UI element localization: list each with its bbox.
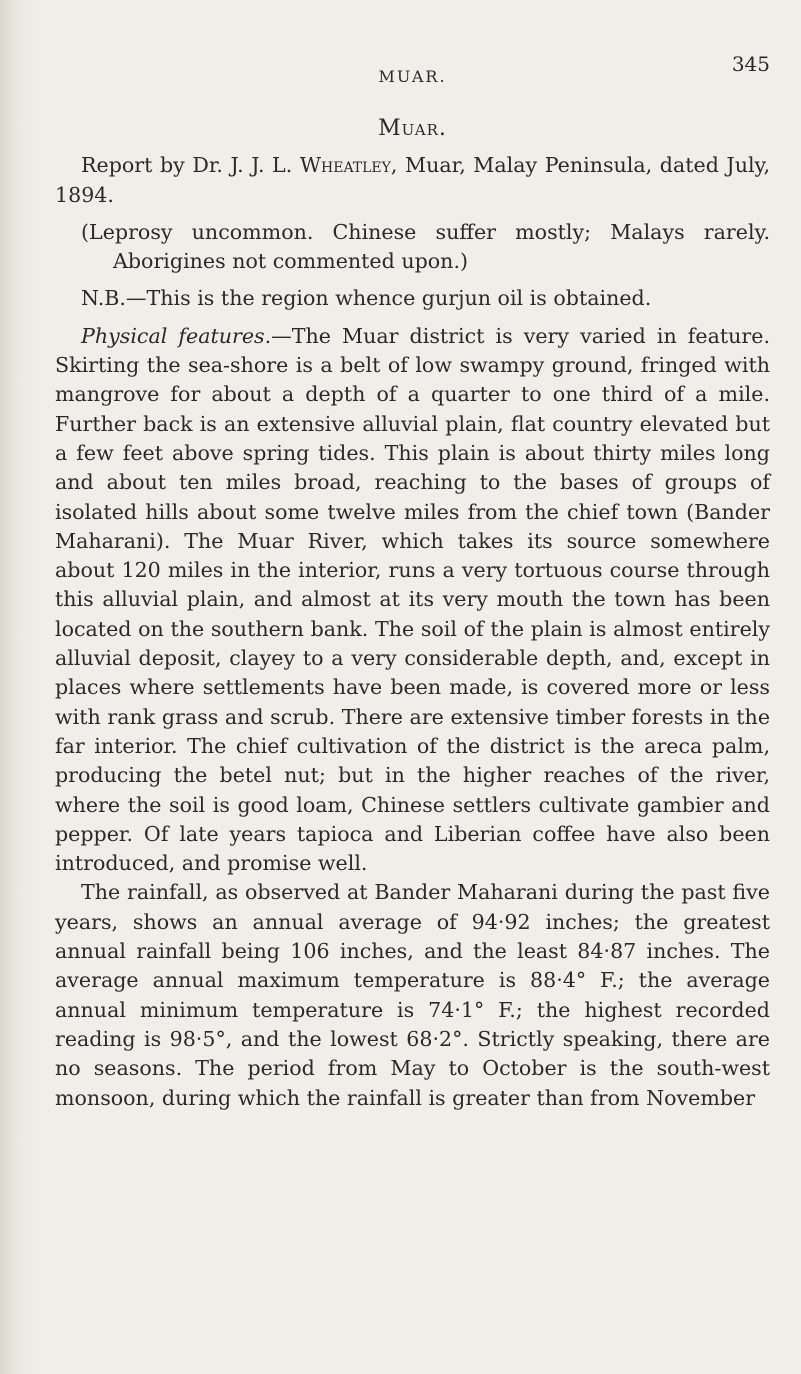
page-number: 345 [731,52,770,76]
nota-bene: N.B.—This is the region whence gurjun oil is obtained. [81,286,652,311]
page-content [55,50,770,1113]
rainfall-paragraph: The rainfall, as observed at Bander Maharani during the past five years, shows an annual average of 94·92 inches; the greatest annual rainfall being 106 inches, and the least 84·87 inches. The average annual maximum temperature is 88·4° F.; the average annual minimum temperature is 74·1° F.; the highest recorded reading is 98·5°, and the lowest 68·2°. Strictly speaking, there are no seasons. The period from May to October is the south-west monsoon, during which the rainfall is greater than from November [55,880,770,1110]
leprosy-note: (Leprosy uncommon. Chinese suffer mostly; Malays rarely. Aborigines not commented upon.) [81,219,770,274]
physical-features-heading: Physical features. [81,323,272,348]
report-rest: , Muar, Malay Peninsula, dated July, 1894. [55,153,770,207]
report-lead: Report by Dr. J. J. L. [81,153,293,178]
running-title: MUAR. [378,67,447,86]
physical-features-text: —The Muar district is very varied in feature. Skirting the sea-shore is a belt of low swampy ground, fringed with mangrove for about a depth of a quarter to one third of a mile. Further back is an extensive alluvial plain, flat country elevated but a few feet above spring tides. This plain is about thirty miles long and about ten miles broad, reaching to the bases of groups of isolated hills about some twelve miles from the chief town (Bander Maharani). The Muar River, which takes its source somewhere about 120 miles in the interior, runs a very tortuous course through this alluvial plain, and almost at its very mouth the town has been located on the southern bank. The soil of the plain is almost entirely alluvial deposit, clayey to a very considerable depth, and, except in places where settlements have been made, is covered more or less with rank grass and scrub. There are extensive timber forests in the far interior. The chief cultivation of the district is the areca palm, producing the betel nut; but in the higher reaches of the river, where the soil is good loam, Chinese settlers cultivate gambier and pepper. Of late years tapioca and Liberian coffee have also been introduced, and promise well. [55,323,770,876]
report-attribution [55,151,770,210]
section-title: Muar. [378,116,447,141]
physical-features-paragraph [55,322,770,879]
report-author-surname: Wheatley [299,153,391,178]
running-head [55,50,770,84]
